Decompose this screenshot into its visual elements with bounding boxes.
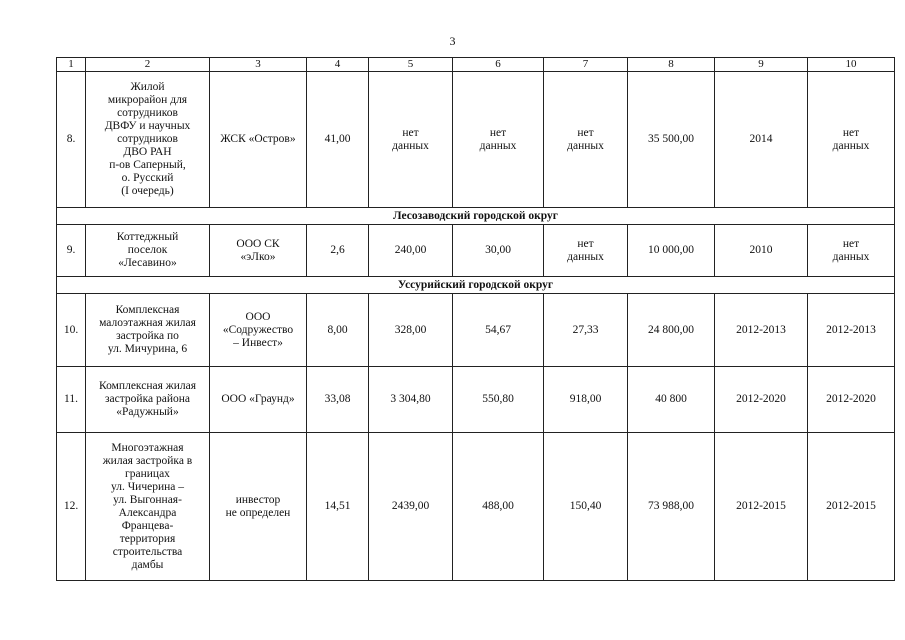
column-number: 4 [307, 58, 369, 72]
column-number: 10 [808, 58, 895, 72]
cell-9: 2012-2013 [715, 294, 808, 367]
cell-10: нет данных [808, 225, 895, 277]
cell-10: 2012-2020 [808, 367, 895, 433]
column-number: 2 [86, 58, 210, 72]
cell-5: 2439,00 [369, 433, 453, 581]
cell-9: 2012-2020 [715, 367, 808, 433]
table-row [57, 72, 895, 208]
section-row [57, 208, 895, 225]
cell-4: 33,08 [307, 367, 369, 433]
cell-9: 2012-2015 [715, 433, 808, 581]
cell-6: 488,00 [453, 433, 544, 581]
developer: ЖСК «Остров» [210, 72, 307, 208]
housing-projects-table [56, 57, 895, 581]
column-number: 5 [369, 58, 453, 72]
cell-8: 24 800,00 [628, 294, 715, 367]
cell-4: 8,00 [307, 294, 369, 367]
column-number: 6 [453, 58, 544, 72]
cell-5: 328,00 [369, 294, 453, 367]
row-number: 12. [57, 433, 86, 581]
cell-8: 10 000,00 [628, 225, 715, 277]
cell-5: 240,00 [369, 225, 453, 277]
developer: ООО «Содружество – Инвест» [210, 294, 307, 367]
column-number: 8 [628, 58, 715, 72]
object-name: Комплексная малоэтажная жилая застройка по ул. Мичурина, 6 [86, 294, 210, 367]
column-number-row [57, 58, 895, 72]
cell-6: нет данных [453, 72, 544, 208]
column-number: 9 [715, 58, 808, 72]
cell-8: 35 500,00 [628, 72, 715, 208]
table-row [57, 367, 895, 433]
row-number: 8. [57, 72, 86, 208]
cell-10: 2012-2015 [808, 433, 895, 581]
table-row [57, 433, 895, 581]
developer: ООО СК «эЛко» [210, 225, 307, 277]
table-row [57, 225, 895, 277]
cell-10: 2012-2013 [808, 294, 895, 367]
cell-4: 41,00 [307, 72, 369, 208]
object-name: Коттеджный поселок «Лесавино» [86, 225, 210, 277]
column-number: 3 [210, 58, 307, 72]
table-row [57, 294, 895, 367]
section-title: Лесозаводский городской округ [57, 208, 895, 225]
cell-5: 3 304,80 [369, 367, 453, 433]
cell-8: 40 800 [628, 367, 715, 433]
cell-6: 54,67 [453, 294, 544, 367]
cell-4: 2,6 [307, 225, 369, 277]
cell-6: 550,80 [453, 367, 544, 433]
object-name: Комплексная жилая застройка района «Радужный» [86, 367, 210, 433]
row-number: 11. [57, 367, 86, 433]
developer: инвестор не определен [210, 433, 307, 581]
object-name: Жилой микрорайон для сотрудников ДВФУ и научных сотрудников ДВО РАН п-ов Саперный, о. Русский (I очередь) [86, 72, 210, 208]
section-row [57, 277, 895, 294]
cell-8: 73 988,00 [628, 433, 715, 581]
cell-4: 14,51 [307, 433, 369, 581]
section-title: Уссурийский городской округ [57, 277, 895, 294]
developer: ООО «Граунд» [210, 367, 307, 433]
cell-7: нет данных [544, 225, 628, 277]
cell-9: 2014 [715, 72, 808, 208]
cell-7: 918,00 [544, 367, 628, 433]
cell-10: нет данных [808, 72, 895, 208]
cell-7: нет данных [544, 72, 628, 208]
page-number: 3 [449, 34, 456, 48]
cell-5: нет данных [369, 72, 453, 208]
column-number: 1 [57, 58, 86, 72]
column-number: 7 [544, 58, 628, 72]
cell-9: 2010 [715, 225, 808, 277]
row-number: 10. [57, 294, 86, 367]
object-name: Многоэтажная жилая застройка в границах ул. Чичерина – ул. Выгонная- Александра Францева- территория строительства дамбы [86, 433, 210, 581]
row-number: 9. [57, 225, 86, 277]
cell-6: 30,00 [453, 225, 544, 277]
cell-7: 27,33 [544, 294, 628, 367]
cell-7: 150,40 [544, 433, 628, 581]
